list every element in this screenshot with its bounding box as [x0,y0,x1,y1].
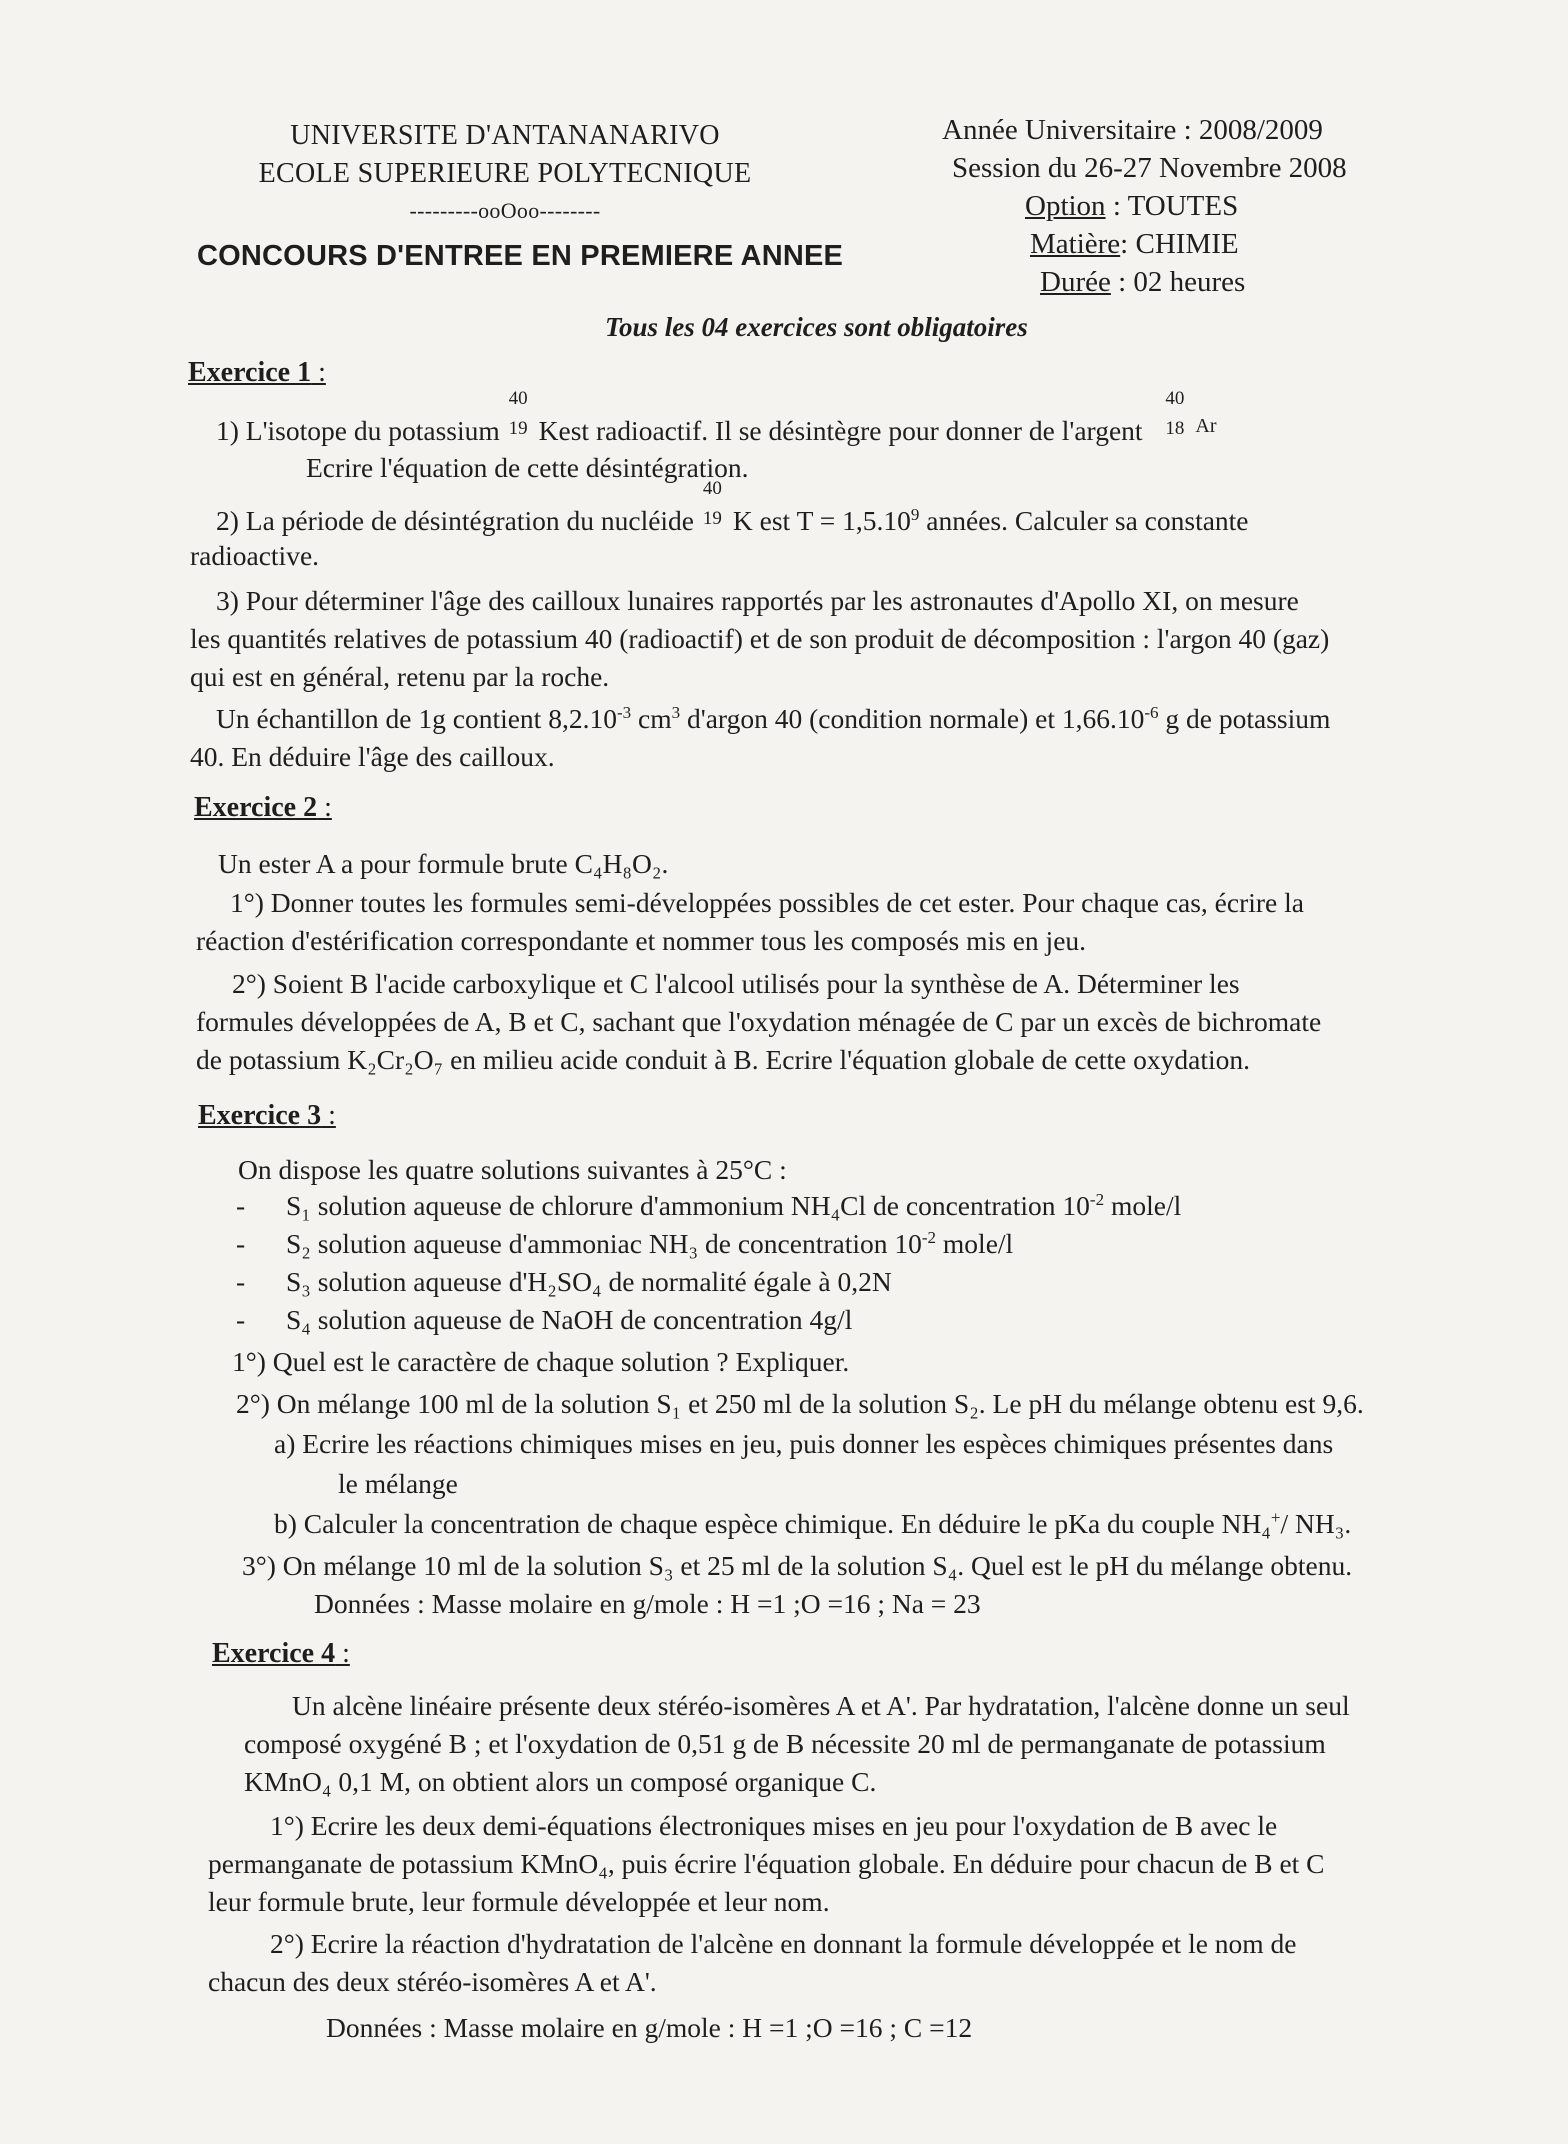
ex3-bullet-3 [236,1266,892,1298]
ar-mass-number: 40 [1165,388,1185,409]
bullet-dash: - [236,1228,246,1259]
ex1-q2-text: 2) La période de désintégration du nucléide [216,505,695,536]
bullet-exp: -2 [921,1227,937,1247]
bullet-unit: mole/l [936,1228,1014,1259]
ex1-question-2 [216,478,1249,537]
ex4-donnees: Données : Masse molaire en g/mole : H =1 ;O =16 ; C =12 [326,2012,973,2043]
duree-value: : 02 heures [1118,266,1246,298]
k-mass-number-2: 40 [702,478,722,499]
bullet-dash: - [236,1304,246,1335]
exercise-4-label: Exercice 4 [212,1638,336,1669]
k-mass-number: 40 [508,388,528,409]
ex1-q3-exp3: -6 [1144,702,1159,722]
ex3-line1: On dispose les quatre solutions suivantes à 25°C : [238,1154,787,1185]
bullet-text: S₄ solution aqueuse de NaOH de concentration 4g/l [286,1304,853,1335]
exercise-3-label: Exercice 3 [198,1100,322,1131]
exercise-2-title: Exercice 2 : [194,792,332,823]
ex2-q2-line1: 2°) Soient B l'acide carboxylique et C l'alcool utilisés pour la synthèse de A. Déterminer les [232,968,1240,999]
potassium-nuclide [507,388,539,440]
ex1-q3-exp2: 3 [671,702,681,722]
k-atomic-number-2: 19 [702,508,722,529]
ex4-q1-line1: 1°) Ecrire les deux demi-équations électroniques mises en jeu pour l'oxydation de B avec le [270,1810,1278,1841]
duree-label: Durée [1040,266,1111,298]
duree-line [1040,266,1245,299]
ex1-q3-sample-b: cm [631,703,672,734]
ex1-q3-line3: qui est en général, retenu par la roche. [190,661,610,692]
ex3-bullet-2 [236,1228,1013,1260]
exercise-1-title: Exercice 1 : [188,357,326,388]
ex4-line3: KMnO₄ 0,1 M, on obtient alors un composé organique C. [244,1766,877,1797]
ar-symbol: Ar [1195,415,1217,437]
ex1-q2-period: est T = 1,5.10 [759,505,911,536]
matiere-value: : CHIMIE [1120,228,1239,260]
option-value: : TOUTES [1112,190,1239,222]
bullet-unit: mole/l [1104,1190,1182,1221]
matiere-label: Matière [1030,228,1121,260]
option-label: Option [1025,190,1106,222]
concours-title: CONCOURS D'ENTREE EN PREMIERE ANNEE [197,240,844,272]
ex4-q2-line1: 2°) Ecrire la réaction d'hydratation de l'alcène en donnant la formule développée et le nom de [270,1928,1297,1959]
ex1-q3-line5: 40. En déduire l'âge des cailloux. [190,741,555,772]
ex3-q2b-couple: / NH₃. [1280,1508,1352,1539]
exercise-4-title: Exercice 4 : [212,1638,350,1669]
ex2-q1-line1: 1°) Donner toutes les formules semi-développées possibles de cet ester. Pour chaque cas, écrire la [230,887,1304,918]
ex1-q3-sample-a: Un échantillon de 1g contient 8,2.10 [216,703,617,734]
matiere-line [1030,228,1239,261]
exercise-2-label: Exercice 2 [194,792,318,823]
ex3-donnees: Données : Masse molaire en g/mole : H =1 ;O =16 ; Na = 23 [314,1588,981,1619]
bullet-exp: -2 [1089,1189,1105,1209]
ex4-q2-line2: chacun des deux stéréo-isomères A et A'. [208,1966,657,1997]
bullet-text: S₃ solution aqueuse d'H₂SO₄ de normalité égale à 0,2N [286,1266,892,1297]
school-name: ECOLE SUPERIEURE POLYTECNIQUE [258,158,752,189]
university-name: UNIVERSITE D'ANTANANARIVO [290,120,720,151]
ex1-q3-line2: les quantités relatives de potassium 40 (radioactif) et de son produit de décomposition : l'argon 40 (gaz) [190,623,1330,654]
ex1-q3-sample-c: d'argon 40 (condition normale) et 1,66.10 [680,703,1145,734]
session-date: Session du 26-27 Novembre 2008 [952,152,1347,184]
ex3-bullet-4 [236,1304,852,1336]
k-symbol: K [538,415,559,446]
header-separator: ---------ooOoo-------- [409,198,601,223]
potassium-nuclide-2 [701,478,733,530]
ex4-line2: composé oxygéné B ; et l'oxydation de 0,51 g de B nécessite 20 ml de permanganate de potassium [244,1728,1326,1759]
instructions: Tous les 04 exercices sont obligatoires [605,312,1028,342]
ex1-q3-line4 [216,703,1330,735]
ex2-q2-line2: formules développées de A, B et C, sachant que l'oxydation ménagée de C par un excès de bichromate [196,1006,1322,1037]
ar-atomic-number: 18 [1165,418,1185,439]
ex3-q2a-line1: a) Ecrire les réactions chimiques mises en jeu, puis donner les espèces chimiques présentes dans [274,1428,1334,1459]
ex4-q1-line3: leur formule brute, leur formule développée et leur nom. [208,1886,830,1917]
bullet-dash: - [236,1190,246,1221]
bullet-dash: - [236,1266,246,1297]
ex1-q3-sample-d: g de potassium [1158,703,1331,734]
ex3-q2b-text: b) Calculer la concentration de chaque espèce chimique. En déduire le pKa du couple NH₄ [274,1508,1271,1539]
exercise-3-title: Exercice 3 : [198,1100,336,1131]
ex3-q3: 3°) On mélange 10 ml de la solution S₃ et 25 ml de la solution S₄. Quel est le pH du mélange obtenu. [242,1550,1353,1581]
ex2-q1-line2: réaction d'estérification correspondante et nommer tous les composés mis en jeu. [196,925,1087,956]
ex2-q2-line3: de potassium K₂Cr₂O₇ en milieu acide conduit à B. Ecrire l'équation globale de cette oxydation. [196,1044,1250,1075]
ex1-q2-text-c: années. Calculer sa constante [926,505,1249,536]
exercise-1-label: Exercice 1 [188,357,312,388]
ex1-q2-line2: radioactive. [190,540,320,571]
ex1-q3-exp1: -3 [616,702,632,722]
ex4-q1-line2: permanganate de potassium KMnO₄, puis écrire l'équation globale. En déduire pour chacun de B et C [208,1848,1325,1879]
ex1-q1-text: 1) L'isotope du potassium [216,415,500,446]
k-symbol-2: K [732,505,753,536]
ex1-q1-text-b: est radioactif. Il se désintègre pour donner de l'argent [558,415,1143,446]
argon-nuclide [1163,388,1195,440]
ex3-bullet-1 [236,1190,1181,1222]
ex3-q2a-line2: le mélange [338,1468,458,1499]
ex4-line1: Un alcène linéaire présente deux stéréo-isomères A et A'. Par hydratation, l'alcène donne un seul [292,1690,1350,1721]
k-atomic-number: 19 [508,418,528,439]
ex1-q1-line2: Ecrire l'équation de cette désintégration. [306,452,749,483]
ex1-q2-exponent: 9 [910,504,920,524]
ex1-question-1 [216,388,1217,447]
ex3-q1: 1°) Quel est le caractère de chaque solution ? Expliquer. [232,1346,850,1377]
bullet-text: S₁ solution aqueuse de chlorure d'ammonium NH₄Cl de concentration 10 [286,1190,1090,1221]
academic-year: Année Universitaire : 2008/2009 [942,114,1323,146]
bullet-text: S₂ solution aqueuse d'ammoniac NH₃ de concentration 10 [286,1228,922,1259]
option-line [1025,190,1238,223]
ex3-q2b-charge: + [1270,1507,1281,1527]
ex2-line1: Un ester A a pour formule brute C₄H₈O₂. [218,848,669,879]
ex1-q3-line1: 3) Pour déterminer l'âge des cailloux lunaires rapportés par les astronautes d'Apollo XI, on mesure [216,585,1299,616]
ex3-q2b [274,1508,1351,1540]
ex3-q2: 2°) On mélange 100 ml de la solution S₁ et 250 ml de la solution S₂. Le pH du mélange obtenu est 9,6. [236,1388,1364,1419]
